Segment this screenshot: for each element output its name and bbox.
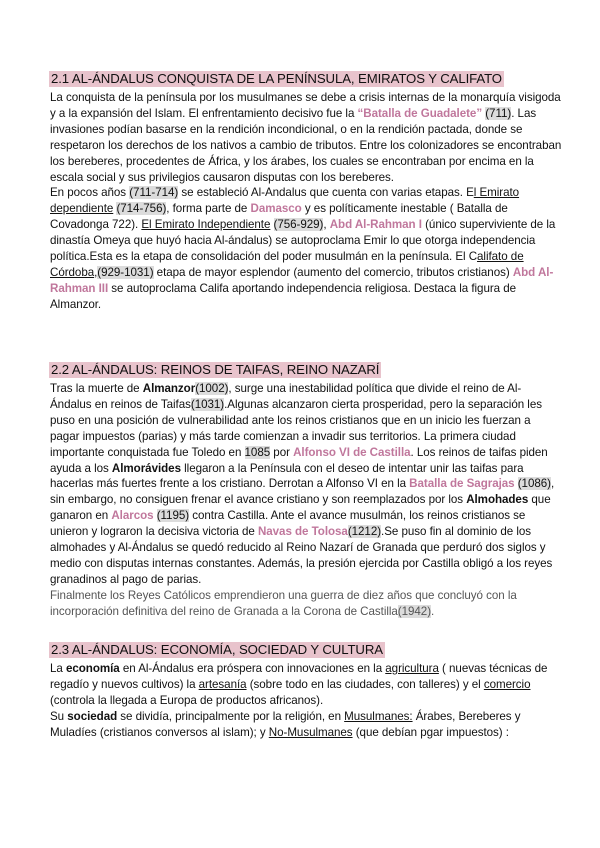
section-heading: 2.2 AL-ÁNDALUS: REINOS DE TAIFAS, REINO NAZARÍ — [51, 362, 380, 377]
text: (que debían pgar impuestos) : — [352, 725, 509, 739]
text: en Al-Ándalus era próspera con innovaciones en la — [119, 662, 386, 675]
text: . Los reinos de taifas piden ayuda a los — [50, 445, 548, 475]
date: (714-756) — [116, 202, 167, 216]
text: llegaron a la Península con el deseo de intentar unir las taifas para hacerlas más fuertes frente a los cristiano. Derrotan a Alfonso VI en la — [50, 461, 524, 491]
text: . Las invasiones podían basarse en la rendición incondicional, o en la rendición pactada, donde se respetaron los derechos de los nativos a cambio de tributos. Entre los colonizadores se encontraban los bereberes, procedentes de África, y los árabes, los cuales se encontraban por encima en la escala social y sus privilegios causaron disputas con los bereberes. — [50, 106, 562, 184]
text: (único superviviente de la dinastía Omeya que huyó hacia Al-ándalus) se autoproclama Emir lo que otorga independencia política.Esta es la etapa de consolidación del poder musulmán en la península. El C — [50, 218, 556, 264]
date: (1031) — [190, 397, 225, 411]
section-2-3 — [50, 641, 562, 741]
date: (929-1031) — [97, 265, 154, 279]
date: (1195) — [156, 509, 190, 523]
text: , — [94, 265, 98, 279]
paragraph — [50, 709, 562, 741]
date: (1212) — [347, 525, 382, 539]
term: agricultura — [385, 662, 439, 675]
text: que ganaron en — [50, 493, 551, 523]
date: (711-714) — [129, 186, 179, 200]
section-2-2 — [50, 361, 562, 620]
term: artesanía — [198, 677, 247, 691]
term: No-Musulmanes — [268, 725, 353, 739]
term: l Emirato dependiente — [50, 186, 520, 216]
date: 1085 — [244, 445, 271, 459]
bold-term: Almohades — [466, 493, 529, 507]
text: En pocos años — [50, 186, 130, 200]
text: . — [431, 604, 435, 618]
date: (1086) — [517, 477, 551, 491]
highlight-term: Batalla de Sagrajas — [409, 477, 515, 491]
bold-term: economía — [65, 662, 120, 675]
date: (1942) — [397, 604, 432, 618]
text: contra Castilla. Ante el avance musulmán, los reinos cristianos se unieron y lograron la decisiva victoria de — [50, 509, 526, 539]
text: La — [50, 662, 66, 675]
paragraph — [50, 661, 562, 709]
highlight-term: Damasco — [250, 202, 302, 216]
text: La conquista de la península por los musulmanes se debe a crisis internas de la monarquía visigoda y a la expansión del Islam. El enfrentamiento decisivo fue la — [50, 91, 561, 120]
text: Tras la muerte de — [50, 382, 143, 395]
text: se autoproclama Califa aportando independencia religiosa. Destaca la figura de Almanzor. — [50, 281, 517, 311]
text: Su — [50, 709, 68, 723]
highlight-term: Abd Al-Rahman III — [50, 265, 554, 295]
bold-term: Almanzor — [142, 382, 196, 395]
paragraph — [50, 185, 562, 312]
paragraph — [50, 588, 562, 620]
date: (711) — [485, 106, 512, 120]
text: Finalmente los Reyes Católicos emprendieron una guerra de diez años que concluyó con la incorporación definitiva del reino de Granada a la Corona de Castilla — [50, 588, 517, 618]
term: El Emirato Independiente — [141, 218, 271, 232]
text: y es políticamente inestable ( Batalla de Covadonga 722). — [50, 202, 508, 232]
section-heading: 2.1 AL-ÁNDALUS CONQUISTA DE LA PENÍNSULA, EMIRATOS Y CALIFATO — [51, 71, 502, 86]
text: , forma parte de — [166, 202, 251, 216]
bold-term: sociedad — [67, 709, 118, 723]
section-heading: 2.3 AL-ÁNDALUS: ECONOMÍA, SOCIEDAD Y CULTURA — [51, 642, 383, 657]
text: se estableció Al-Andalus que cuenta con varias etapas. E — [178, 186, 474, 200]
highlight-term: Navas de Tolosa — [257, 525, 348, 539]
date: (756-929) — [273, 218, 324, 232]
text: , surge una inestabilidad política que divide el reino de Al-Ándalus en reinos de Taifas — [50, 382, 522, 411]
text: Árabes, Bereberes y Muladíes (cristianos conversos al islam); y — [50, 709, 521, 739]
text: (sobre todo en las ciudades, con talleres) y el — [246, 677, 484, 691]
text: por — [270, 445, 294, 459]
date: (1002) — [195, 382, 229, 395]
text: , sin embargo, no consiguen frenar el avance cristiano y son reemplazados por los — [50, 477, 555, 507]
text: .Algunas alcanzaron cierta prosperidad, pero la separación les puso en una posición de vulnerabilidad ante los reinos cristianos que en un inicio les fuerzan a pagar impuestos (parias) y más tarde comienzan a invadir sus territorios. La primera ciudad importante conquistada fue Toledo en — [50, 397, 542, 459]
text: .Se puso fin al dominio de los almohades y Al-Ándalus se quedó reducido al Reino Nazarí de Granada que perduró dos siglos y medio con disputas internas constantes. Además, la presión ejercida por Castilla obligó a los reyes granadinos al pago de parias. — [50, 525, 553, 586]
paragraph — [50, 90, 562, 185]
text: ( nuevas técnicas de regadío y nuevos cultivos) la — [50, 662, 548, 691]
section-2-1 — [50, 70, 562, 313]
highlight-term: Abd Al-Rahman I — [329, 218, 422, 232]
highlight-term: Alfonso VI de Castilla — [293, 445, 411, 459]
term: alifato de Córdoba — [50, 250, 524, 279]
paragraph — [50, 381, 562, 588]
text: etapa de mayor esplendor (aumento del comercio, tributos cristianos) — [153, 265, 513, 279]
highlight-term: Alarcos — [111, 509, 154, 523]
text: se dividía, principalmente por la religión, en — [117, 709, 345, 723]
bold-term: Almorávides — [111, 461, 181, 475]
term: Musulmanes: — [344, 709, 413, 723]
term: comercio — [483, 677, 531, 691]
text: , — [323, 218, 330, 232]
highlight-term: “Batalla de Guadalete” — [357, 106, 483, 120]
text: (controla la llegada a Europa de productos africanos). — [50, 693, 324, 707]
